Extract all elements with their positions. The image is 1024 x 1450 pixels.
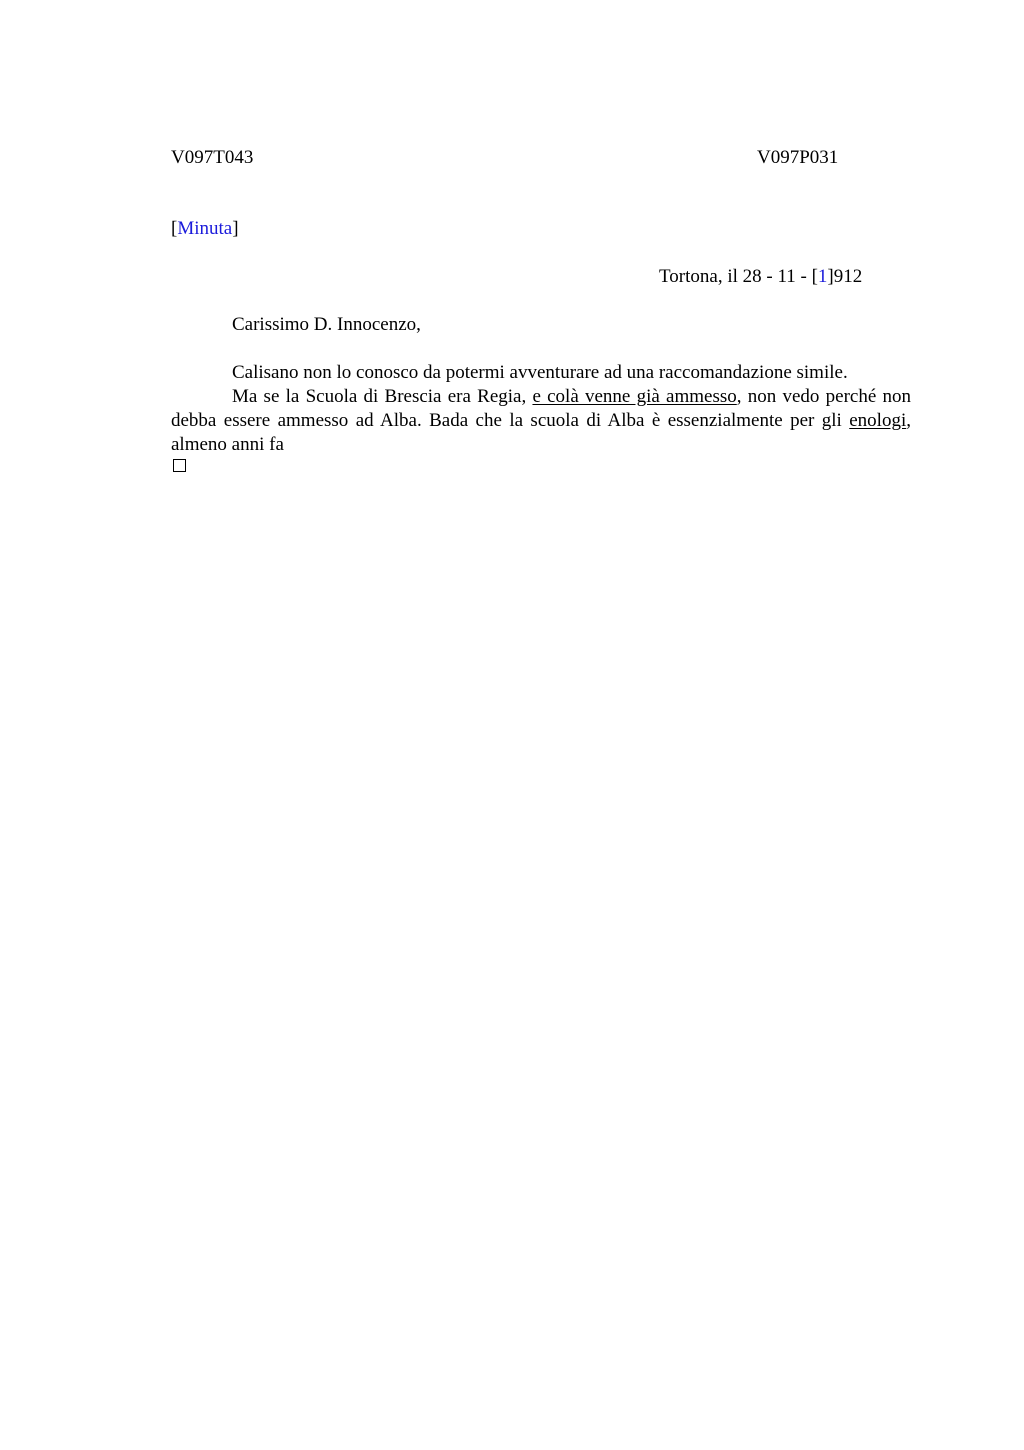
draft-note-label: Minuta xyxy=(177,218,233,239)
underlined-word: enologi xyxy=(849,410,907,431)
draft-note-close-bracket: ] xyxy=(232,218,239,239)
dateline-prefix: Tortona, il 28 - 11 - [ xyxy=(659,266,818,287)
draft-note-open-bracket: [ xyxy=(171,218,178,239)
dateline xyxy=(659,265,862,289)
document-code-left: V097T043 xyxy=(171,147,254,168)
paragraph-2: Ma se la Scuola di Brescia era Regia, e colà venne già ammesso, non vedo perché non debba essere ammesso ad Alba. Bada che la scuola di Alba è essenzialmente per gli enologi, almeno anni fa xyxy=(171,386,912,455)
paragraph-1: Calisano non lo conosco da potermi avventurare ad una raccomandazione simile. xyxy=(232,362,848,383)
dateline-suffix: ]912 xyxy=(827,266,863,287)
empty-square-icon xyxy=(173,459,186,472)
letter-body xyxy=(171,361,911,457)
dateline-inserted-digit: 1 xyxy=(817,266,828,287)
salutation: Carissimo D. Innocenzo, xyxy=(232,314,421,335)
document-code-right: V097P031 xyxy=(757,147,839,168)
draft-note xyxy=(171,217,239,241)
underlined-phrase: e colà venne già ammesso xyxy=(532,386,737,407)
